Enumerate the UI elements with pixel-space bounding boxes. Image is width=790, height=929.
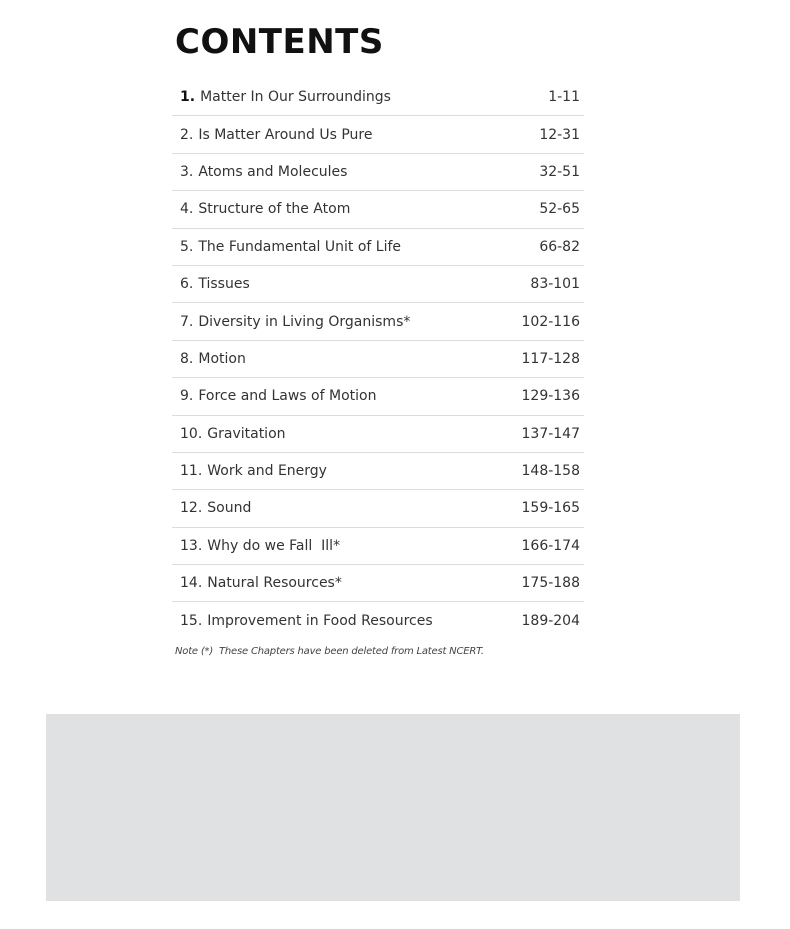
chapter-pages: 137-147 <box>521 425 580 442</box>
toc-entry <box>172 276 250 292</box>
toc-row <box>172 154 584 191</box>
toc-row <box>172 416 584 453</box>
toc-entry <box>172 538 340 554</box>
toc-row <box>172 565 584 602</box>
chapter-number: 5. <box>180 238 194 255</box>
toc-row <box>172 341 584 378</box>
chapter-pages: 148-158 <box>521 463 580 480</box>
chapter-number: 8. <box>180 350 194 367</box>
toc-row <box>172 116 584 153</box>
chapter-pages: 129-136 <box>521 388 580 405</box>
toc-entry <box>172 463 327 479</box>
chapter-number: 15. <box>180 613 203 630</box>
chapter-pages: 32-51 <box>539 163 580 180</box>
toc-row <box>172 378 584 415</box>
toc-entry <box>172 314 410 330</box>
toc-entry <box>172 239 401 255</box>
chapter-title: Work and Energy <box>207 463 327 480</box>
chapter-number: 2. <box>180 126 194 143</box>
toc-entry <box>172 89 391 105</box>
deleted-chapters-note: Note (*) These Chapters have been deleted from Latest NCERT. <box>175 646 484 657</box>
chapter-title: Gravitation <box>207 425 286 442</box>
chapter-title: Motion <box>198 350 246 367</box>
chapter-title: Diversity in Living Organisms* <box>198 313 411 330</box>
chapter-number: 3. <box>180 163 194 180</box>
toc-entry <box>172 426 286 442</box>
chapter-title: Is Matter Around Us Pure <box>198 126 373 143</box>
toc-entry <box>172 127 372 143</box>
chapter-number: 1. <box>180 89 196 106</box>
chapter-pages: 12-31 <box>539 126 580 143</box>
chapter-pages: 66-82 <box>539 238 580 255</box>
chapter-title: Structure of the Atom <box>198 201 351 218</box>
chapter-pages: 175-188 <box>521 575 580 592</box>
chapter-number: 11. <box>180 463 203 480</box>
chapter-pages: 166-174 <box>521 537 580 554</box>
chapter-pages: 1-11 <box>548 89 580 106</box>
table-of-contents <box>172 79 584 640</box>
toc-entry <box>172 164 347 180</box>
page-title: CONTENTS <box>175 22 384 62</box>
toc-entry <box>172 575 342 591</box>
toc-entry <box>172 201 350 217</box>
chapter-number: 13. <box>180 537 203 554</box>
chapter-title: Matter In Our Surroundings <box>200 89 391 106</box>
chapter-title: Natural Resources* <box>207 575 342 592</box>
chapter-number: 12. <box>180 500 203 517</box>
chapter-number: 14. <box>180 575 203 592</box>
chapter-number: 6. <box>180 276 194 293</box>
chapter-title: Why do we Fall Ill* <box>207 537 341 554</box>
chapter-pages: 159-165 <box>521 500 580 517</box>
chapter-title: Tissues <box>198 276 250 293</box>
chapter-title: Atoms and Molecules <box>198 163 348 180</box>
chapter-title: Improvement in Food Resources <box>207 613 433 630</box>
chapter-pages: 83-101 <box>530 276 580 293</box>
chapter-number: 10. <box>180 425 203 442</box>
toc-row <box>172 303 584 340</box>
toc-entry <box>172 500 251 516</box>
chapter-number: 9. <box>180 388 194 405</box>
chapter-pages: 189-204 <box>521 613 580 630</box>
toc-row <box>172 602 584 639</box>
toc-row <box>172 191 584 228</box>
toc-row <box>172 266 584 303</box>
chapter-pages: 117-128 <box>521 350 580 367</box>
toc-entry <box>172 613 433 629</box>
toc-row <box>172 490 584 527</box>
toc-entry <box>172 351 246 367</box>
toc-row <box>172 79 584 116</box>
chapter-pages: 102-116 <box>521 313 580 330</box>
chapter-title: Sound <box>207 500 252 517</box>
chapter-pages: 52-65 <box>539 201 580 218</box>
chapter-number: 4. <box>180 201 194 218</box>
toc-entry <box>172 388 376 404</box>
chapter-title: The Fundamental Unit of Life <box>198 238 402 255</box>
toc-row <box>172 528 584 565</box>
chapter-number: 7. <box>180 313 194 330</box>
chapter-title: Force and Laws of Motion <box>198 388 377 405</box>
blank-gray-panel <box>46 714 740 901</box>
toc-row <box>172 453 584 490</box>
toc-row <box>172 229 584 266</box>
